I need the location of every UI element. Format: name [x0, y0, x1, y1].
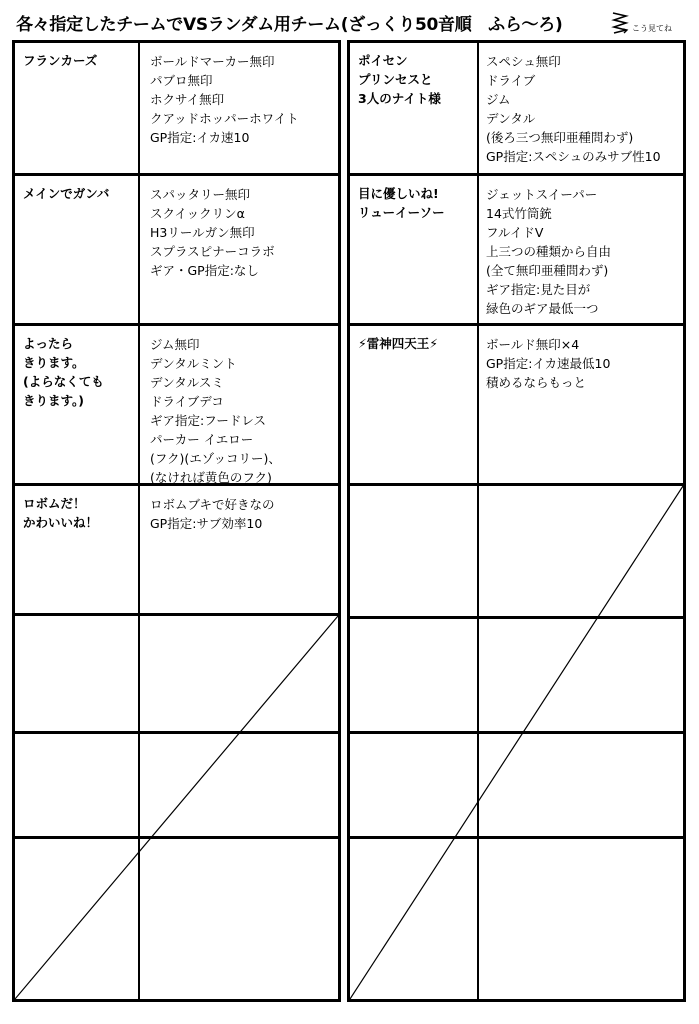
empty-rows-block: [15, 613, 338, 999]
team-members: ロボムブキで好きなの GP指定:サブ効率10: [150, 497, 275, 531]
column-divider: [477, 326, 479, 483]
team-row-6: [350, 173, 683, 323]
column-divider: [138, 486, 140, 613]
team-row-4: [15, 483, 338, 613]
team-name: ロボムだ！ かわいいね！: [23, 496, 99, 530]
team-members: ジェットスイーパー 14式竹筒銃 フルイドV 上三つの種類から自由 (全て無印亜種問わず) ギア指定:見た目が 緑色のギア最低一つ: [486, 187, 612, 316]
team-name: メインでガンバ: [23, 186, 110, 201]
team-members: ボールドマーカー無印 パブロ無印 ホクサイ無印 クアッドホッパーホワイト GP指定:イカ速10: [150, 54, 299, 145]
team-members: ジム無印 デンタルミント デンタルスミ ドライブデコ ギア指定:フードレス パーカー イエロー (フク)(エゾッコリー)、 (なければ黄色のフク): [150, 337, 281, 485]
team-members: ボールド無印×4 GP指定:イカ速最低10 積めるならもっと: [486, 337, 611, 390]
column-divider: [477, 176, 479, 323]
team-row-2: [15, 173, 338, 323]
page-title: 各々指定したチームでVSランダム用チーム(ざっくり50音順 ふら～ろ): [16, 15, 563, 35]
left-team-table: [12, 40, 341, 1002]
right-team-table: [347, 40, 686, 1002]
team-name: 目に優しいね! リューイーソー: [358, 186, 445, 220]
column-divider: [477, 43, 479, 173]
title-note: こう見てね: [632, 24, 672, 33]
team-name: よったら きります。 (よらなくても きります。): [23, 336, 104, 408]
empty-rows-block: [350, 483, 683, 999]
team-name: ⚡雷神四天王⚡: [358, 336, 439, 351]
unused-cells-strike-line: [15, 616, 338, 999]
team-row-7: [350, 323, 683, 483]
column-divider: [138, 43, 140, 173]
team-row-1: [15, 43, 338, 173]
team-row-3: [15, 323, 338, 483]
team-members: スパッタリー無印 スクイックリンα H3リールガン無印 スプラスピナーコラボ ギア・GP指定:なし: [150, 187, 275, 278]
team-members: スペシュ無印 ドライブ ジム デンタル (後ろ三つ無印亜種問わず) GP指定:スペシュのみサブ性10: [486, 54, 661, 164]
team-name: フランカーズ: [23, 53, 98, 68]
scribble-arrow-icon: [610, 10, 630, 36]
column-divider: [138, 326, 140, 483]
unused-cells-strike-line: [350, 486, 683, 999]
team-row-5: [350, 43, 683, 173]
column-divider: [138, 176, 140, 323]
team-name: ポイセン プリンセスと 3人のナイト様: [358, 53, 441, 106]
